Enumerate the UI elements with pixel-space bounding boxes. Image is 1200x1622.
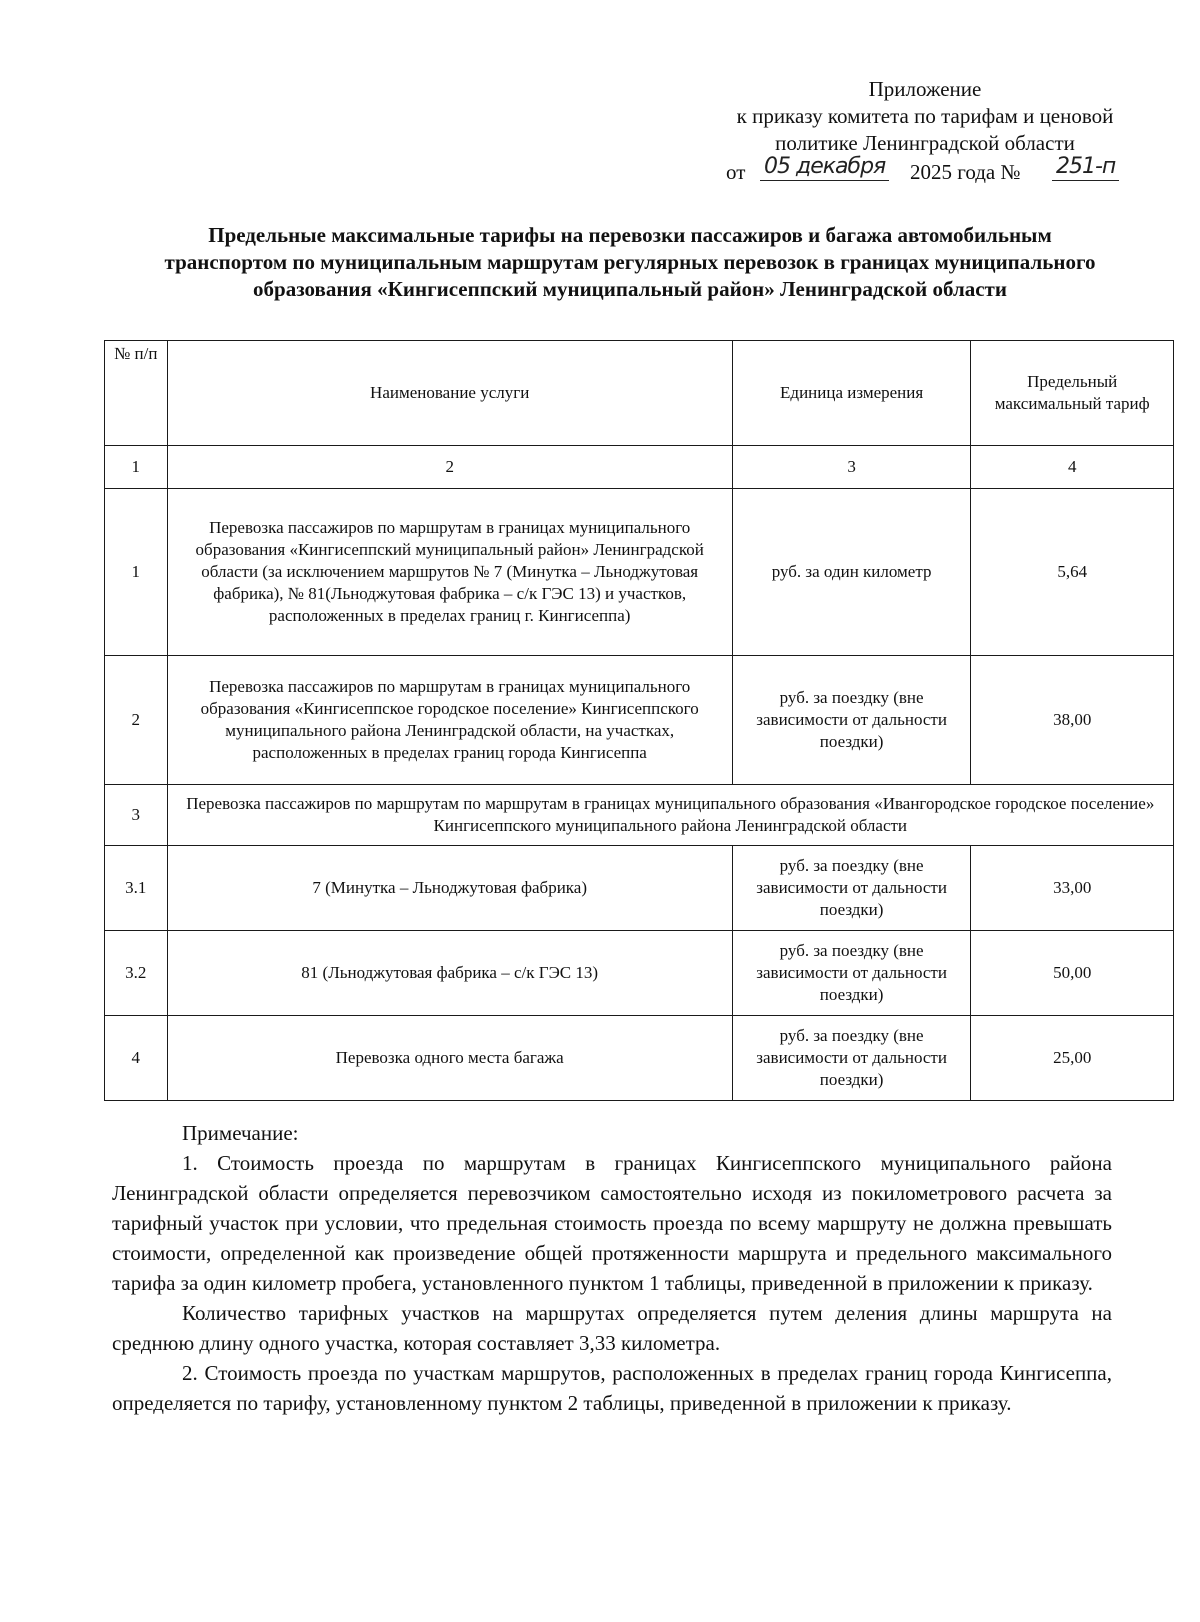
table-row (105, 846, 1174, 931)
row-number: 3.1 (105, 846, 168, 931)
row-section-title: Перевозка пассажиров по маршрутам по маршрутам в границах муниципального образования «Ивангородское городское поселение» Кингисеппского муниципального района Ленинградской области (167, 785, 1173, 846)
row-unit: руб. за один километр (732, 489, 971, 656)
row-service-name: 7 (Минутка – Льноджутовая фабрика) (167, 846, 732, 931)
table-row (105, 489, 1174, 656)
column-number-row (105, 446, 1174, 489)
date-prefix: от (726, 160, 746, 184)
header-unit: Единица измерения (732, 341, 971, 446)
col-number: 1 (105, 446, 168, 489)
note-paragraph-3: 2. Стоимость проезда по участкам маршрутов, расположенных в пределах границ города Кингисеппа, определяется по тарифу, установленному пунктом 2 таблицы, приведенной в приложении к приказу. (112, 1361, 1112, 1415)
document-title: Предельные максимальные тарифы на перевозки пассажиров и багажа автомобильным транспортом по муниципальным маршрутам регулярных перевозок в границах муниципального образования «Кингисеппский муниципальный район» Ленинградской области (164, 223, 1096, 301)
row-number: 3.2 (105, 931, 168, 1016)
row-unit: руб. за поездку (вне зависимости от дальности поездки) (732, 931, 971, 1016)
note-paragraph-2: Количество тарифных участков на маршрутах определяется путем деления длины маршрута на среднюю длину одного участка, которая составляет 3,33 километра. (112, 1301, 1112, 1355)
col-number: 2 (167, 446, 732, 489)
row-unit: руб. за поездку (вне зависимости от дальности поездки) (732, 656, 971, 785)
row-tariff: 25,00 (971, 1016, 1174, 1101)
appendix-line-1: Приложение (868, 77, 982, 101)
handwritten-order-number: 251-п (1052, 153, 1119, 181)
tariff-table (104, 340, 1174, 1101)
appendix-line-2: к приказу комитета по тарифам и ценовой (736, 104, 1114, 128)
row-number: 3 (105, 785, 168, 846)
row-number: 1 (105, 489, 168, 656)
table-row (105, 656, 1174, 785)
row-unit: руб. за поездку (вне зависимости от дальности поездки) (732, 1016, 971, 1101)
appendix-date-line (690, 154, 1160, 187)
row-service-name: Перевозка пассажиров по маршрутам в границах муниципального образования «Кингисеппское городское поселение» Кингисеппского муниципального района Ленинградской области, на участках, расположенных в пределах границ города Кингисеппа (167, 656, 732, 785)
header-no: № п/п (105, 341, 168, 446)
table-row-section (105, 785, 1174, 846)
row-number: 2 (105, 656, 168, 785)
col-number: 3 (732, 446, 971, 489)
row-tariff: 5,64 (971, 489, 1174, 656)
note-paragraph-1: 1. Стоимость проезда по маршрутам в границах Кингисеппского муниципального района Ленинградской области определяется перевозчиком самостоятельно исходя из покилометрового расчета за тарифный участок при условии, что предельная стоимость проезда по всему маршруту не должна превышать стоимости, определенной как произведение общей протяженности маршрута и предельного максимального тарифа за один километр пробега, установленного пунктом 1 таблицы, приведенной в приложении к приказу. (112, 1151, 1112, 1295)
header-tariff: Предельный максимальный тариф (971, 341, 1174, 446)
row-tariff: 50,00 (971, 931, 1174, 1016)
row-service-name: Перевозка одного места багажа (167, 1016, 732, 1101)
table-header-row (105, 341, 1174, 446)
table-row (105, 931, 1174, 1016)
appendix-header (690, 76, 1160, 187)
header-name: Наименование услуги (167, 341, 732, 446)
col-number: 4 (971, 446, 1174, 489)
table-row (105, 1016, 1174, 1101)
row-service-name: Перевозка пассажиров по маршрутам в границах муниципального образования «Кингисеппский муниципальный район» Ленинградской области (за исключением маршрутов № 7 (Минутка – Льноджутовая фабрика), № 81(Льноджутовая фабрика – с/к ГЭС 13) и участков, расположенных в пределах границ г. Кингисеппа) (167, 489, 732, 656)
row-unit: руб. за поездку (вне зависимости от дальности поездки) (732, 846, 971, 931)
handwritten-date: 05 декабря (760, 153, 889, 181)
row-number: 4 (105, 1016, 168, 1101)
row-service-name: 81 (Льноджутовая фабрика – с/к ГЭС 13) (167, 931, 732, 1016)
row-tariff: 33,00 (971, 846, 1174, 931)
notes-heading: Примечание: (182, 1121, 299, 1145)
row-tariff: 38,00 (971, 656, 1174, 785)
notes-section (112, 1118, 1112, 1418)
date-year-text: 2025 года № (910, 160, 1021, 184)
appendix-line-3: политике Ленинградской области (775, 131, 1075, 155)
